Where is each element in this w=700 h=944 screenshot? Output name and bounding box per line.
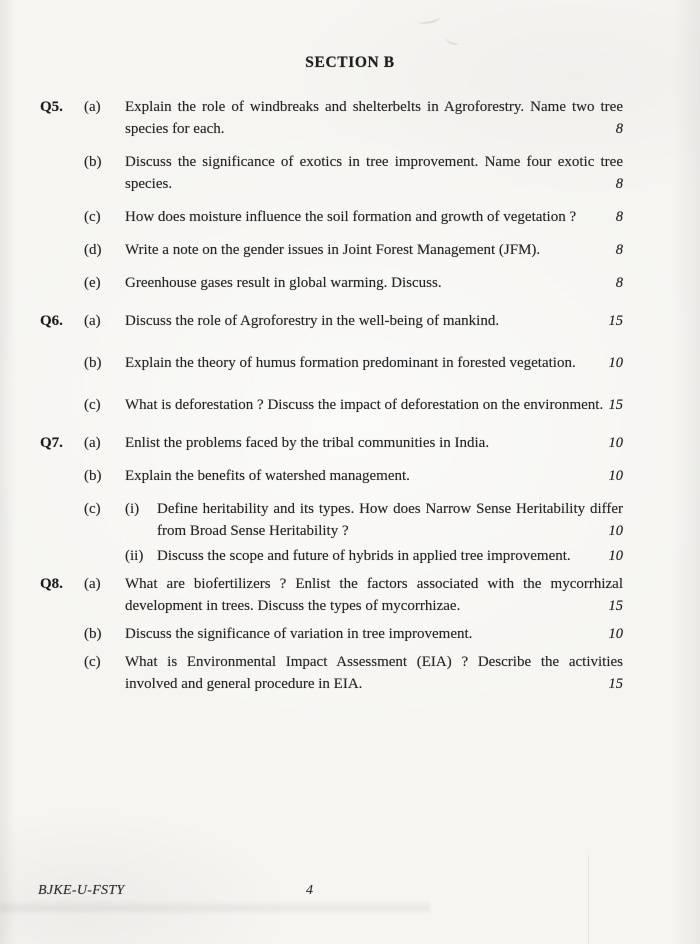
question-parts [84, 96, 623, 294]
question-parts [84, 432, 623, 567]
subpart-label: (i) [125, 501, 140, 517]
question-part [84, 239, 623, 261]
part-label: (a) [84, 313, 101, 329]
part-label: (c) [84, 501, 101, 517]
part-label: (a) [84, 576, 101, 592]
part-body [125, 96, 623, 140]
marks-value: 8 [615, 176, 623, 192]
part-body [125, 206, 623, 228]
scan-artifact-right-edge [672, 0, 700, 944]
scan-artifact-bottom-shadow [0, 899, 430, 915]
question-number: Q8. [40, 576, 63, 592]
section-title: SECTION B [305, 54, 395, 71]
question-part [84, 310, 623, 332]
question-part [84, 151, 623, 195]
part-label: (e) [84, 275, 101, 291]
part-text: Discuss the role of Agroforestry in the well-being of mankind. [125, 313, 500, 329]
part-text: Explain the benefits of watershed management. [125, 468, 410, 484]
part-body [125, 465, 623, 487]
part-body [125, 151, 623, 195]
part-body [125, 651, 623, 695]
part-label: (c) [84, 397, 101, 413]
part-text: Enlist the problems faced by the tribal communities in India. [125, 435, 490, 451]
part-label: (d) [84, 242, 102, 258]
part-text: Discuss the significance of exotics in tree improvement. Name four exotic tree species. [125, 154, 623, 192]
marks-value: 8 [615, 209, 623, 225]
scan-artifact-crease [588, 855, 589, 944]
question-part [84, 651, 623, 695]
footer-paper-code: BJKE-U-FSTY [38, 883, 125, 898]
question-number: Q5. [40, 99, 63, 115]
part-body [125, 272, 623, 294]
part-label: (b) [84, 468, 102, 484]
part-text: Explain the theory of humus formation predominant in forested vegetation. [125, 355, 576, 371]
part-body [125, 498, 623, 567]
marks-value: 10 [608, 548, 623, 564]
question-part [84, 394, 623, 416]
part-text: Write a note on the gender issues in Joint Forest Management (JFM). [125, 242, 541, 258]
marks-value: 10 [608, 355, 623, 371]
part-label: (b) [84, 154, 102, 170]
part-label: (b) [84, 626, 102, 642]
subpart-text: Define heritability and its types. How does Narrow Sense Heritability differ from Broad Sense Heritability ? [157, 501, 623, 539]
marks-value: 15 [608, 397, 623, 413]
subpart-text: Discuss the scope and future of hybrids in applied tree improvement. [157, 548, 571, 564]
part-text: What is deforestation ? Discuss the impact of deforestation on the environment. [125, 397, 604, 413]
part-text: What is Environmental Impact Assessment (EIA) ? Describe the activities involved and general procedure in EIA. [125, 654, 623, 692]
marks-value: 8 [615, 242, 623, 258]
question-part [84, 498, 623, 567]
part-label: (a) [84, 435, 101, 451]
part-text: Discuss the significance of variation in tree improvement. [125, 626, 473, 642]
question-block [40, 96, 623, 294]
marks-value: 10 [608, 523, 623, 539]
question-part [84, 96, 623, 140]
marks-value: 10 [608, 626, 623, 642]
question-part [84, 352, 623, 374]
footer-page-number: 4 [306, 883, 313, 898]
question-number: Q6. [40, 313, 63, 329]
part-text: Explain the role of windbreaks and shelterbelts in Agroforestry. Name two tree species for each. [125, 99, 623, 137]
questions-list [40, 96, 623, 695]
part-body [125, 394, 623, 416]
subpart-label: (ii) [125, 548, 144, 564]
marks-value: 15 [608, 598, 623, 614]
question-parts [84, 310, 623, 416]
part-body [125, 239, 623, 261]
part-label: (c) [84, 654, 101, 670]
part-text: How does moisture influence the soil formation and growth of vegetation ? [125, 209, 577, 225]
part-label: (c) [84, 209, 101, 225]
question-part [84, 272, 623, 294]
marks-value: 8 [615, 121, 623, 137]
marks-value: 15 [608, 313, 623, 329]
question-number: Q7. [40, 435, 63, 451]
question-part [84, 206, 623, 228]
marks-value: 15 [608, 676, 623, 692]
question-subpart [125, 545, 623, 567]
question-block [40, 573, 623, 695]
scan-artifact-left-edge [0, 0, 16, 944]
question-block [40, 310, 623, 416]
part-text: Greenhouse gases result in global warming. Discuss. [125, 275, 442, 291]
marks-value: 10 [608, 435, 623, 451]
part-body [125, 623, 623, 645]
part-label: (b) [84, 355, 102, 371]
question-parts [84, 573, 623, 695]
question-block [40, 432, 623, 567]
part-body [125, 352, 623, 374]
question-part [84, 432, 623, 454]
part-body [125, 432, 623, 454]
part-body [125, 573, 623, 617]
question-part [84, 573, 623, 617]
part-label: (a) [84, 99, 101, 115]
part-text: What are biofertilizers ? Enlist the factors associated with the mycorrhizal development in trees. Discuss the types of mycorrhizae. [125, 576, 623, 614]
part-body [125, 310, 623, 332]
question-part [84, 623, 623, 645]
question-subpart [125, 498, 623, 542]
marks-value: 10 [608, 468, 623, 484]
question-part [84, 465, 623, 487]
marks-value: 8 [615, 275, 623, 291]
